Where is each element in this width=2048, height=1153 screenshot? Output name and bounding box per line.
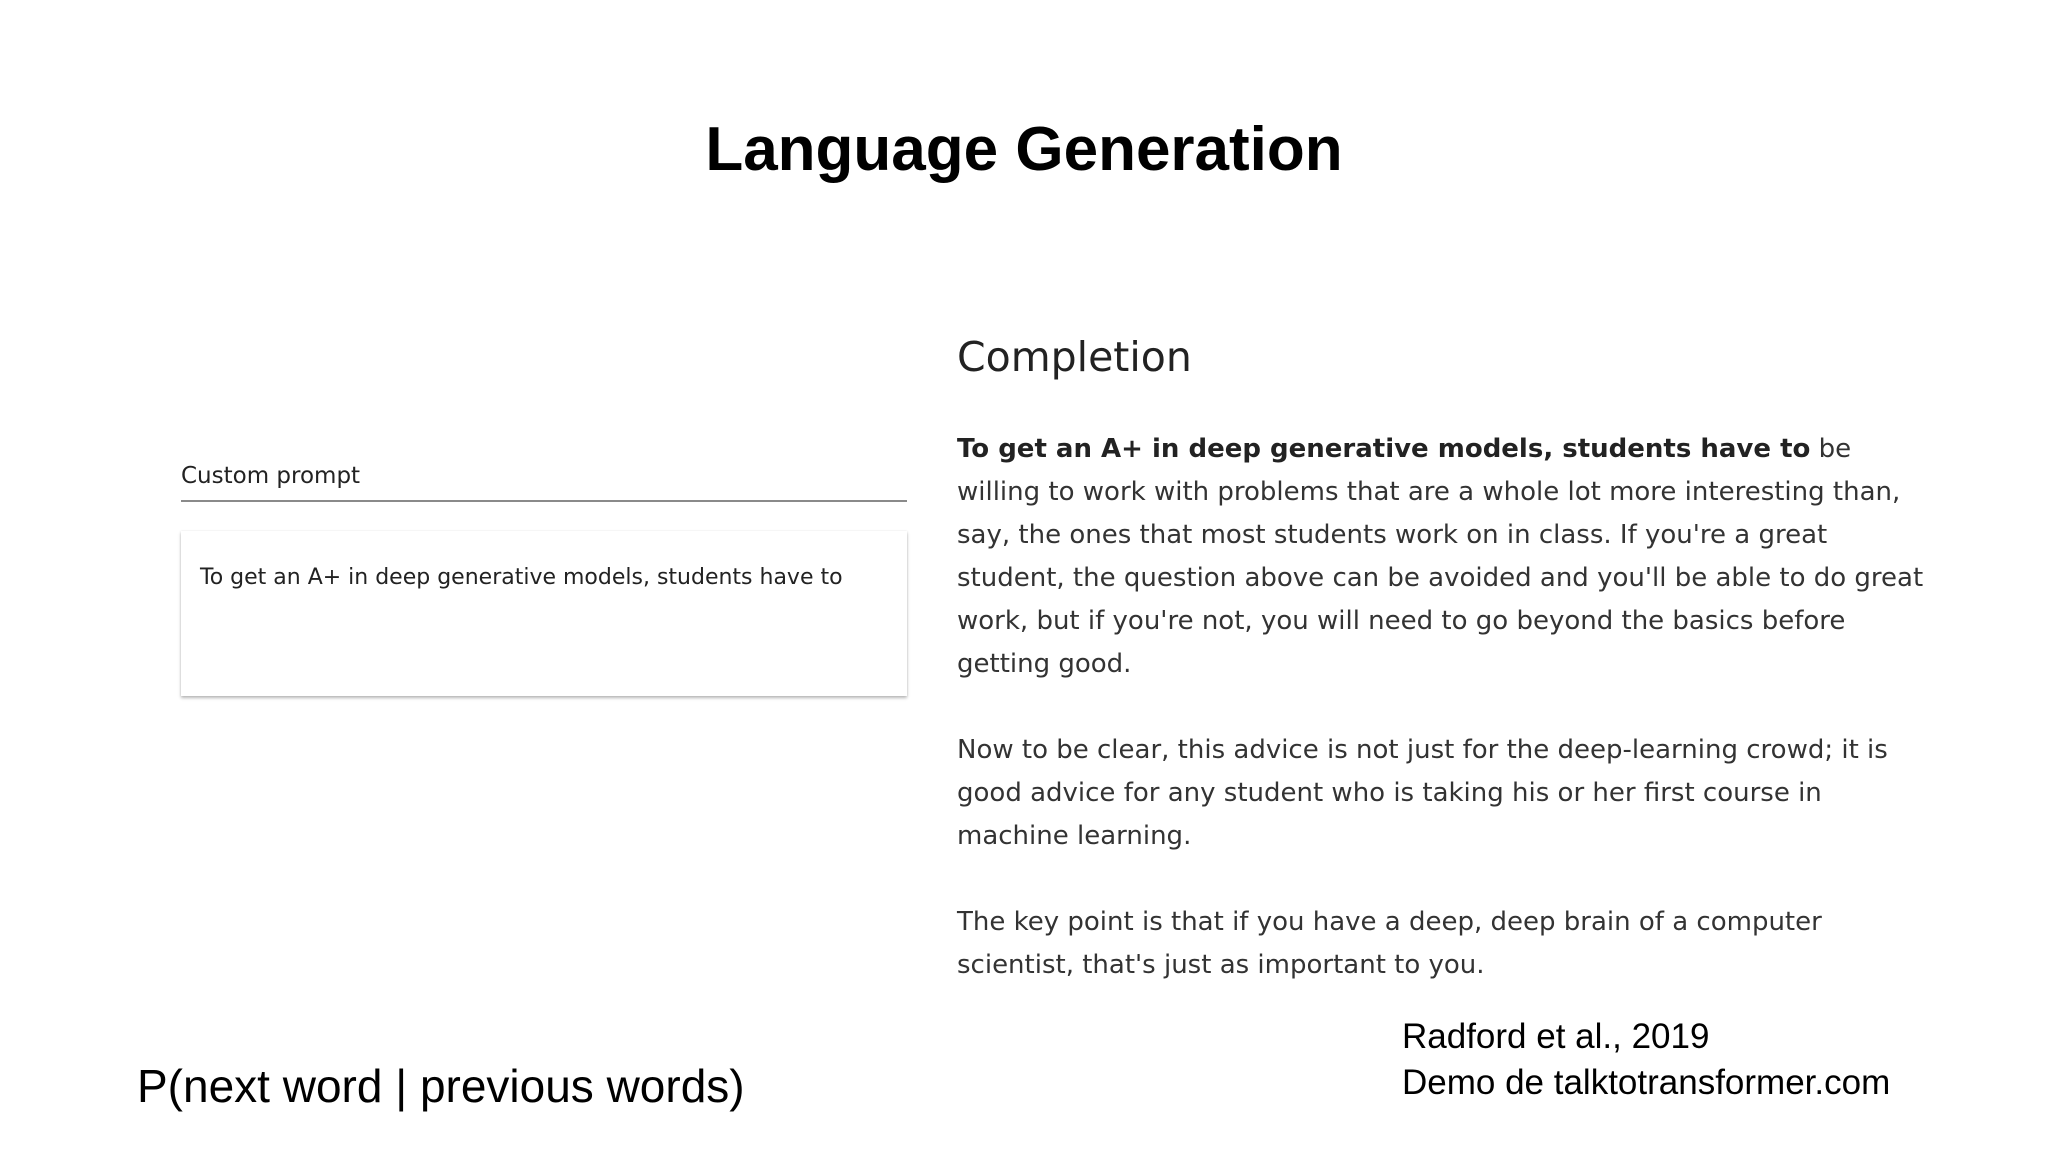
- completion-text: [957, 428, 1932, 1030]
- completion-heading: Completion: [957, 333, 1192, 381]
- completion-paragraph-3: The key point is that if you have a deep, deep brain of a computer scientist, that's just as important to you.: [957, 907, 1822, 980]
- completion-paragraph-1: [957, 428, 1932, 686]
- completion-paragraph-1-continuation: be willing to work with problems that are a whole lot more interesting than, say, the ones that most students work on in class. If you're a great student, the question above can be avoided and you'll be able to do great work, but if you're not, you will need to go beyond the basics before getting good.: [957, 434, 1924, 679]
- completion-prompt-echo: To get an A+ in deep generative models, students have to: [957, 434, 1811, 464]
- citation: [1402, 1014, 1890, 1106]
- custom-prompt-textarea[interactable]: [181, 531, 907, 696]
- citation-author: Radford et al., 2019: [1402, 1017, 1710, 1056]
- prompt-label-underline: [181, 500, 907, 502]
- custom-prompt-text: To get an A+ in deep generative models, students have to: [200, 565, 843, 590]
- probability-formula: P(next word | previous words): [137, 1060, 745, 1112]
- custom-prompt-label: Custom prompt: [181, 463, 361, 489]
- completion-paragraph-2: Now to be clear, this advice is not just for the deep-learning crowd; it is good advice for any student who is taking his or her first course in machine learning.: [957, 735, 1888, 851]
- slide-title: Language Generation: [705, 115, 1343, 184]
- citation-demo-source: Demo de talktotransformer.com: [1402, 1063, 1891, 1102]
